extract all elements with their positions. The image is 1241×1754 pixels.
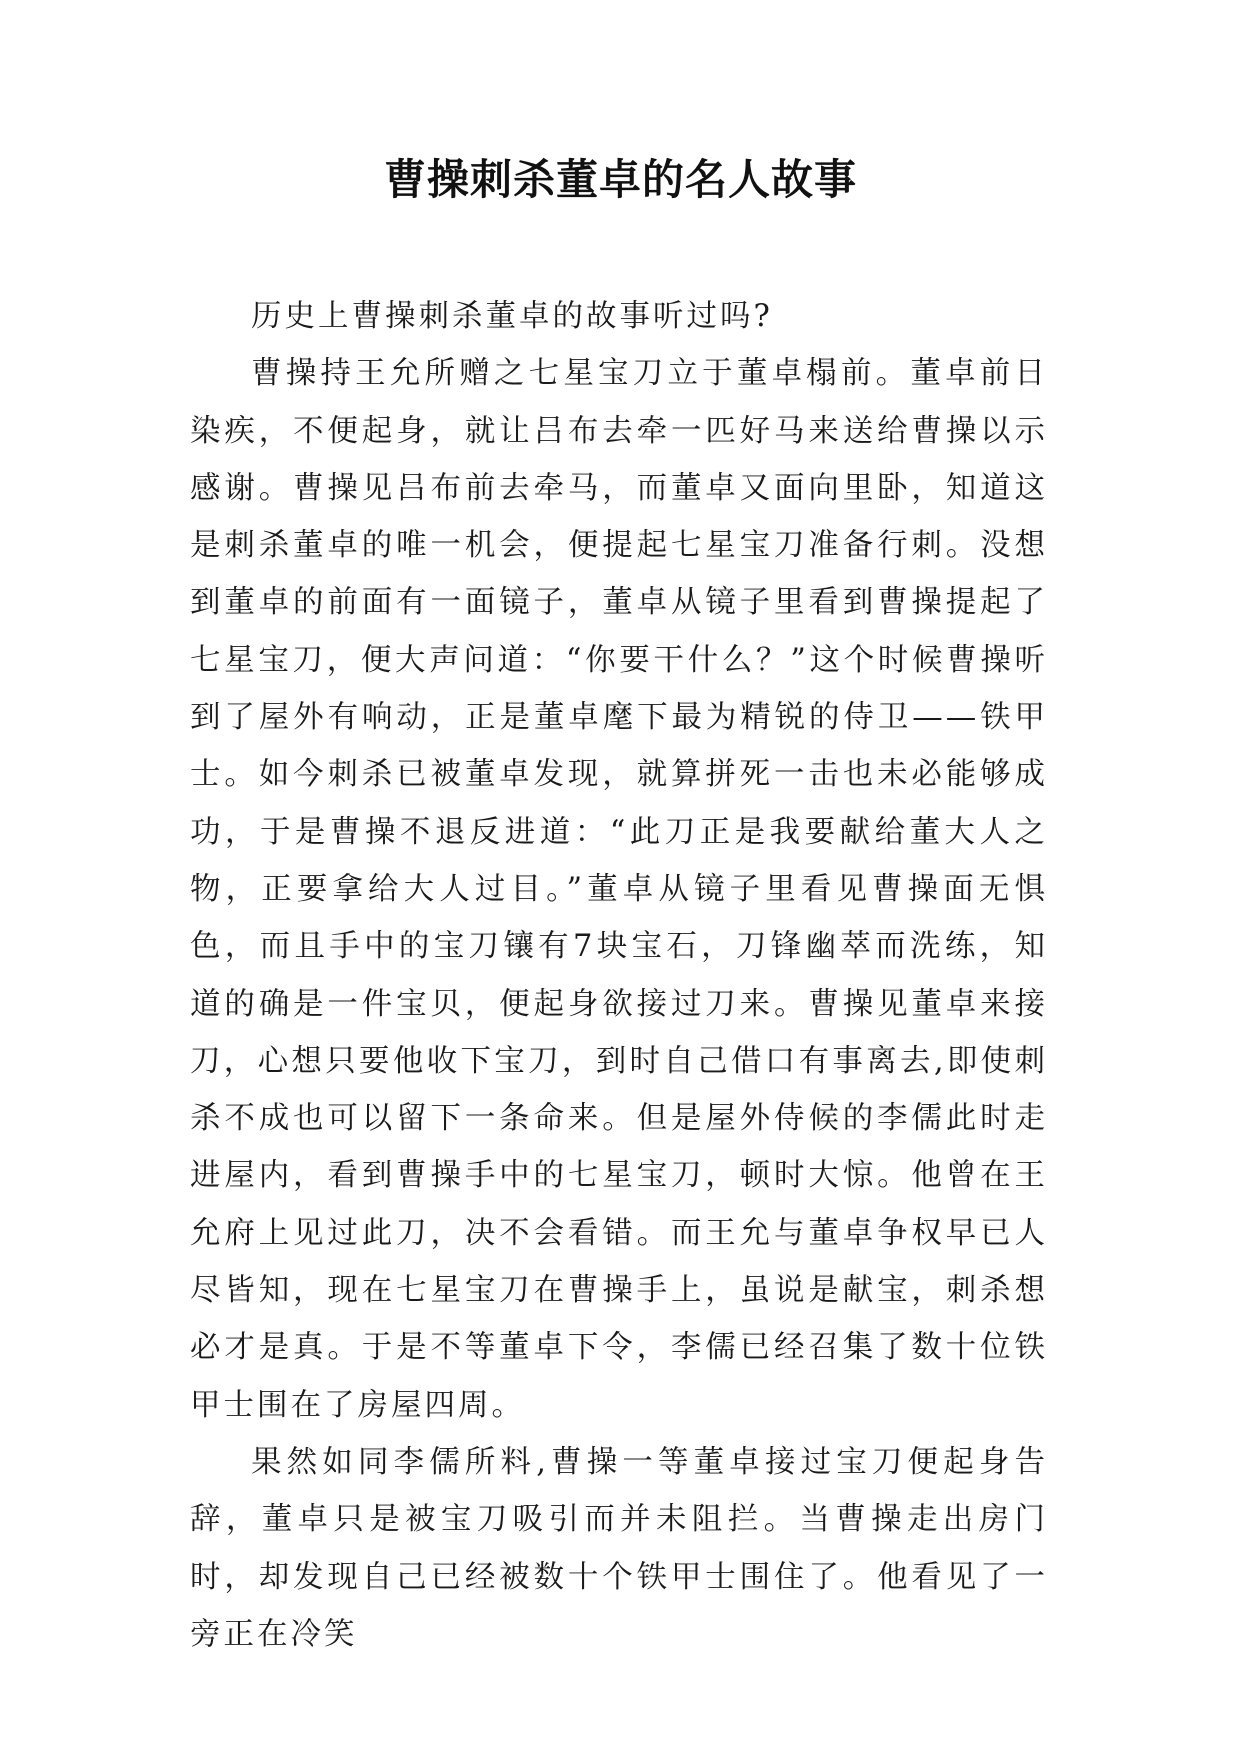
document-title: 曹操刺杀董卓的名人故事 — [383, 155, 857, 204]
paragraph-intro: 历史上曹操刺杀董卓的故事听过吗? — [251, 299, 773, 334]
paragraph-story: 曹操持王允所赠之七星宝刀立于董卓榻前。董卓前日染疾，不便起身，就让吕布去牵一匹好马来送给曹操以示感谢。曹操见吕布前去牵马，而董卓又面向里卧，知道这是刺杀董卓的唯一机会，便提起七星宝刀准备行刺。没想到董卓的前面有一面镜子，董卓从镜子里看到曹操提起了七星宝刀，便大声问道：“你要干什么？”这个时候曹操听到了屋外有响动，正是董卓麾下最为精锐的侍卫——铁甲士。如今刺杀已被董卓发现，就算拼死一击也未必能够成功，于是曹操不退反进道：“此刀正是我要献给董大人之物，正要拿给大人过目。”董卓从镜子里看见曹操面无惧色，而且手中的宝刀镶有7块宝石，刀锋幽萃而洗练，知道的确是一件宝贝，便起身欲接过刀来。曹操见董卓来接刀，心想只要他收下宝刀，到时自己借口有事离去,即使刺杀不成也可以留下一条命来。但是屋外侍候的李儒此时走进屋内，看到曹操手中的七星宝刀，顿时大惊。他曾在王允府上见过此刀，决不会看错。而王允与董卓争权早已人尽皆知，现在七星宝刀在曹操手上，虽说是献宝，刺杀想必才是真。于是不等董卓下令，李儒已经召集了数十位铁甲士围在了房屋四周。 — [190, 356, 1048, 1423]
document-body — [190, 288, 1048, 1663]
paragraph-continuation: 果然如同李儒所料,曹操一等董卓接过宝刀便起身告辞，董卓只是被宝刀吸引而并未阻拦。当曹操走出房门时，却发现自己已经被数十个铁甲士围住了。他看见了一旁正在冷笑 — [190, 1444, 1048, 1652]
